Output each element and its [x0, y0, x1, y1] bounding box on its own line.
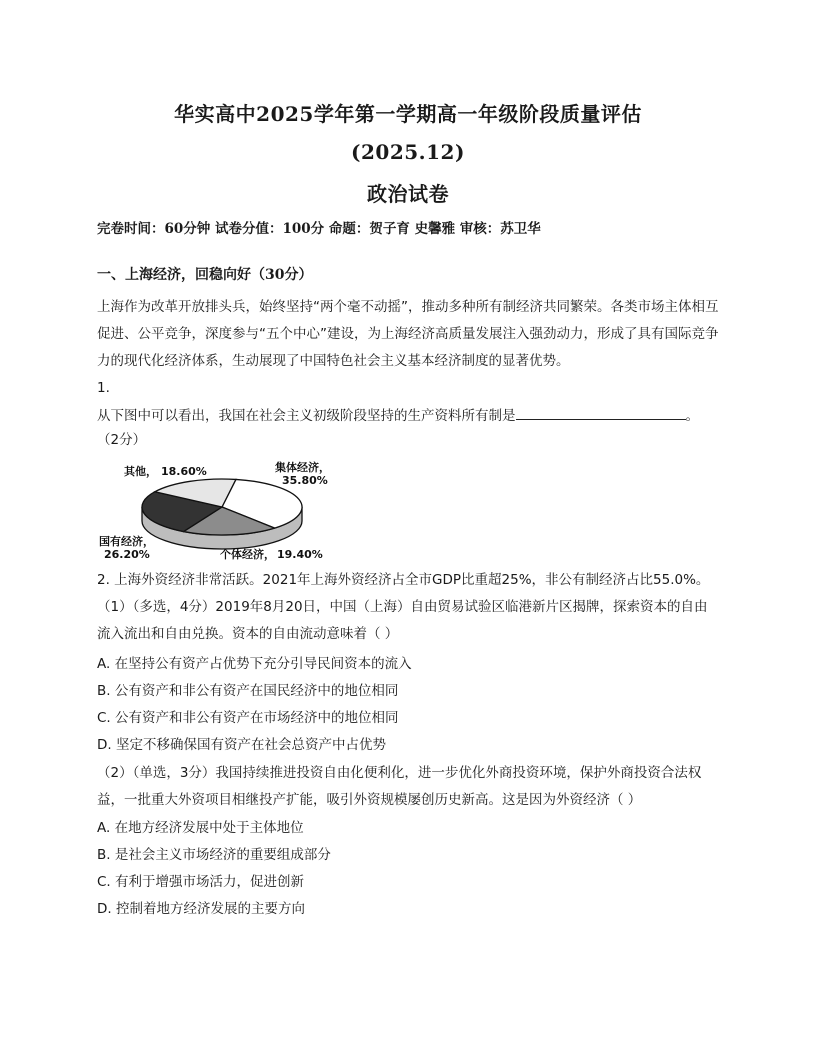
label-collective-value: 35.80% — [282, 474, 328, 487]
q2-2-option-d[interactable]: D. 控制着地方经济发展的主要方向 — [97, 901, 305, 917]
ownership-pie-chart — [92, 455, 352, 565]
exam-subject: 政治试卷 — [367, 182, 449, 206]
section-heading: 一、上海经济，回稳向好（30分） — [97, 267, 313, 283]
q2-1-option-a[interactable]: A. 在坚持公有资产占优势下充分引导民间资本的流入 — [97, 656, 412, 672]
answer-blank[interactable] — [516, 405, 686, 420]
question-2-1-stem: （1）（多选，4分）2019年8月20日，中国（上海）自由贸易试验区临港新片区揭牌，探索资本的自由流入流出和自由兑换。资本的自由流动意味着（ ） — [97, 599, 708, 642]
label-state: 国有经济， — [99, 535, 154, 548]
label-state-value: 26.20% — [104, 548, 150, 561]
question-2-stem: 2. 上海外资经济非常活跃。2021年上海外资经济占全市GDP比重超25%，非公有制经济占比55.0%。 — [97, 572, 710, 588]
q2-2-option-a[interactable]: A. 在地方经济发展中处于主体地位 — [97, 820, 304, 836]
label-collective: 集体经济， — [275, 461, 330, 474]
question-1 — [97, 403, 721, 430]
section-intro: 上海作为改革开放排头兵，始终坚持“两个毫不动摇”，推动多种所有制经济共同繁荣。各类市场主体相互促进、公平竞争，深度参与“五个中心”建设，为上海经济高质量发展注入强劲动力，形成了具有国际竞争力的现代化经济体系，生动展现了中国特色社会主义基本经济制度的显著优势。 — [97, 299, 719, 369]
exam-date: (2025.12) — [351, 140, 465, 164]
q2-1-option-c[interactable]: C. 公有资产和非公有资产在市场经济中的地位相同 — [97, 710, 399, 726]
question-2-2-stem: （2）（单选，3分）我国持续推进投资自由化便利化，进一步优化外商投资环境，保护外商投资合法权益，一批重大外资项目相继投产扩能，吸引外资规模屡创历史新高。这是因为外资经济（ ） — [97, 765, 702, 808]
q2-2-option-c[interactable]: C. 有利于增强市场活力，促进创新 — [97, 874, 305, 890]
exam-meta: 完卷时间：60分钟 试卷分值：100分 命题：贺子育 史馨雅 审核：苏卫华 — [97, 221, 541, 237]
q2-1-option-b[interactable]: B. 公有资产和非公有资产在国民经济中的地位相同 — [97, 683, 399, 699]
pie-3d-group — [142, 479, 302, 549]
label-other: 其他， 18.60% — [124, 465, 207, 478]
exam-title: 华实高中2025学年第一学期高一年级阶段质量评估 — [174, 102, 642, 126]
question-1-text: 从下图中可以看出，我国在社会主义初级阶段坚持的生产资料所有制是 — [97, 408, 516, 424]
q2-2-option-b[interactable]: B. 是社会主义市场经济的重要组成部分 — [97, 847, 331, 863]
question-1-number: 1. — [97, 380, 110, 396]
q2-1-option-d[interactable]: D. 坚定不移确保国有资产在社会总资产中占优势 — [97, 737, 386, 753]
question-1-score: （2分） — [97, 432, 147, 448]
label-individual: 个体经济， 19.40% — [220, 548, 323, 561]
question-1-end: 。 — [685, 408, 699, 424]
